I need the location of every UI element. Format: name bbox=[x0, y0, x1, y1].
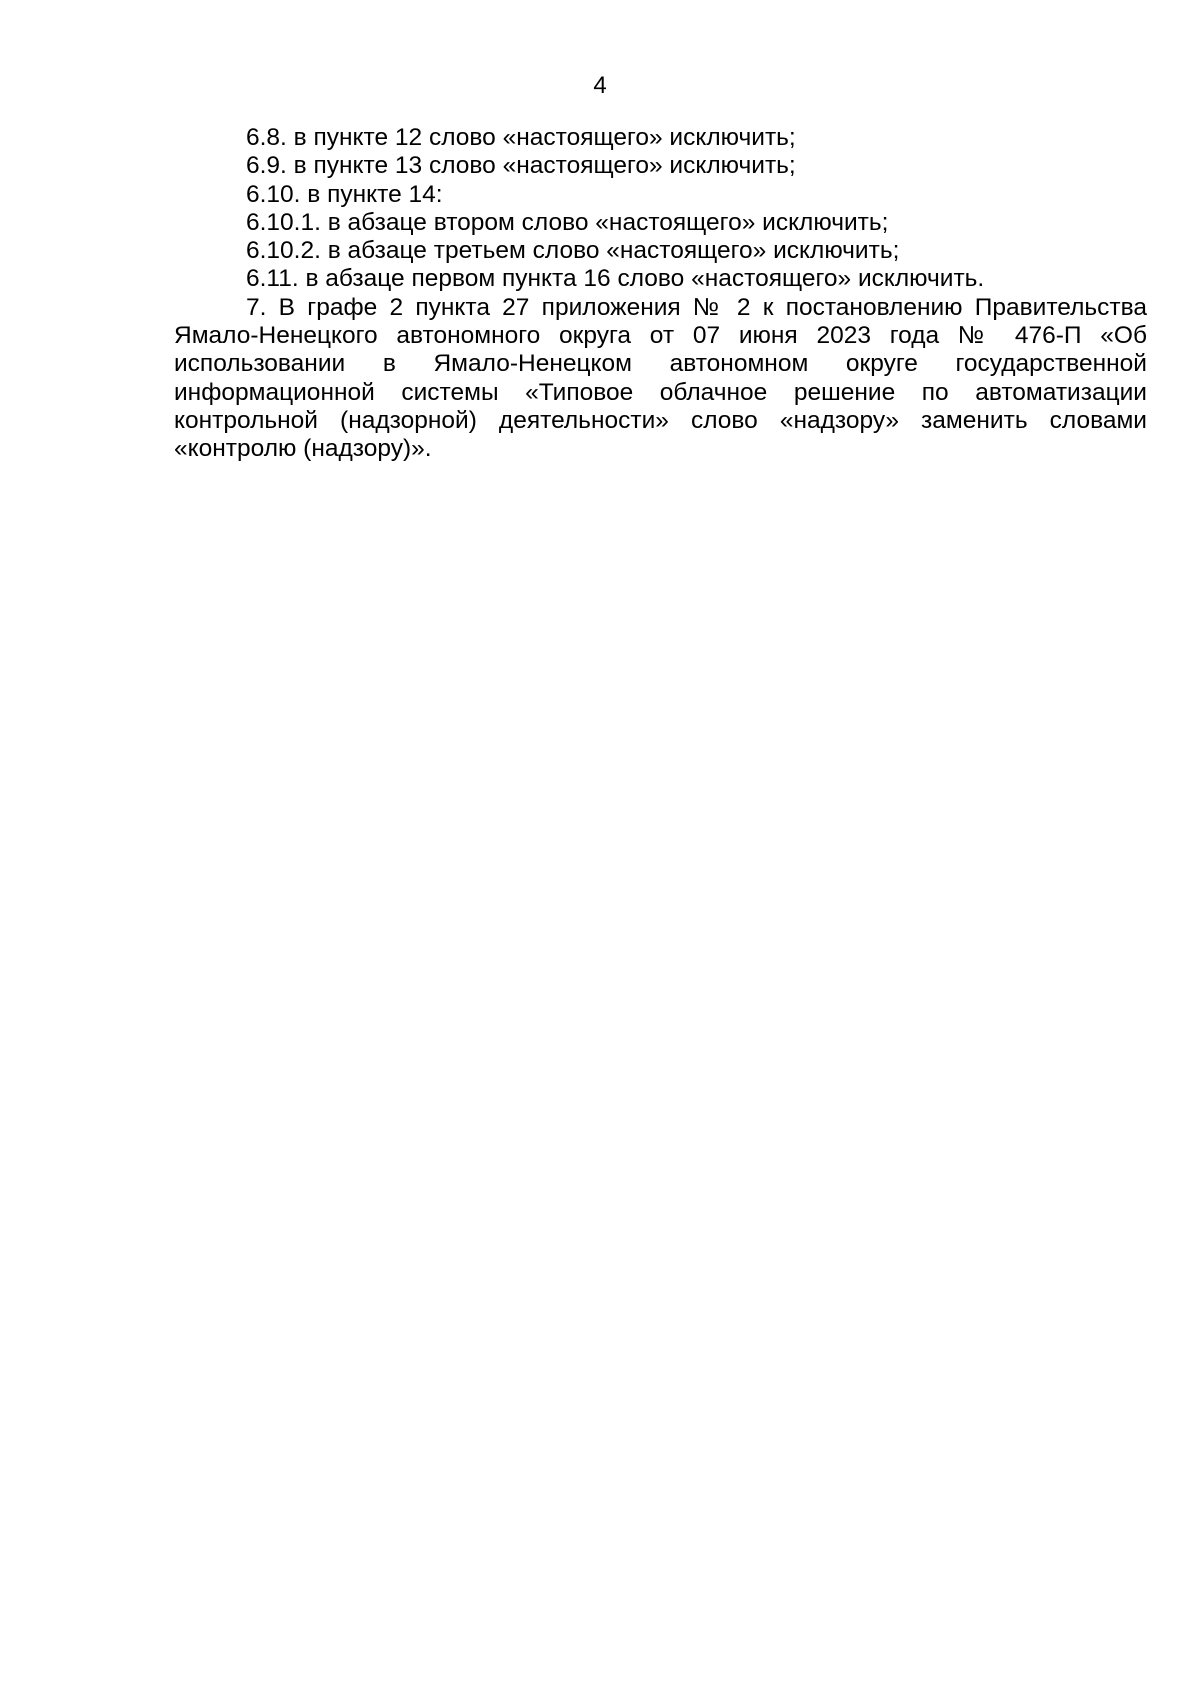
page-number: 4 bbox=[593, 72, 607, 99]
paragraph-7: 7. В графе 2 пункта 27 приложения № 2 к постановлению Правительства Ямало-Ненецкого автономного округа от 07 июня 2023 года № 476-П «Об использовании в Ямало-Ненецком автономном округе государственной информационной системы «Типовое облачное решение по автоматизации контрольной (надзорной) деятельности» слово «надзору» заменить словами «контролю (надзору)». bbox=[174, 293, 1147, 463]
item-6-10-1: 6.10.1. в абзаце втором слово «настоящего» исключить; bbox=[246, 208, 889, 236]
item-6-11: 6.11. в абзаце первом пункта 16 слово «настоящего» исключить. bbox=[246, 265, 985, 293]
document-body bbox=[174, 124, 1147, 464]
item-6-9: 6.9. в пункте 13 слово «настоящего» исключить; bbox=[246, 152, 796, 180]
item-6-10-2: 6.10.2. в абзаце третьем слово «настоящего» исключить; bbox=[246, 237, 900, 265]
item-6-10: 6.10. в пункте 14: bbox=[246, 180, 443, 208]
item-6-8: 6.8. в пункте 12 слово «настоящего» исключить; bbox=[246, 124, 796, 151]
